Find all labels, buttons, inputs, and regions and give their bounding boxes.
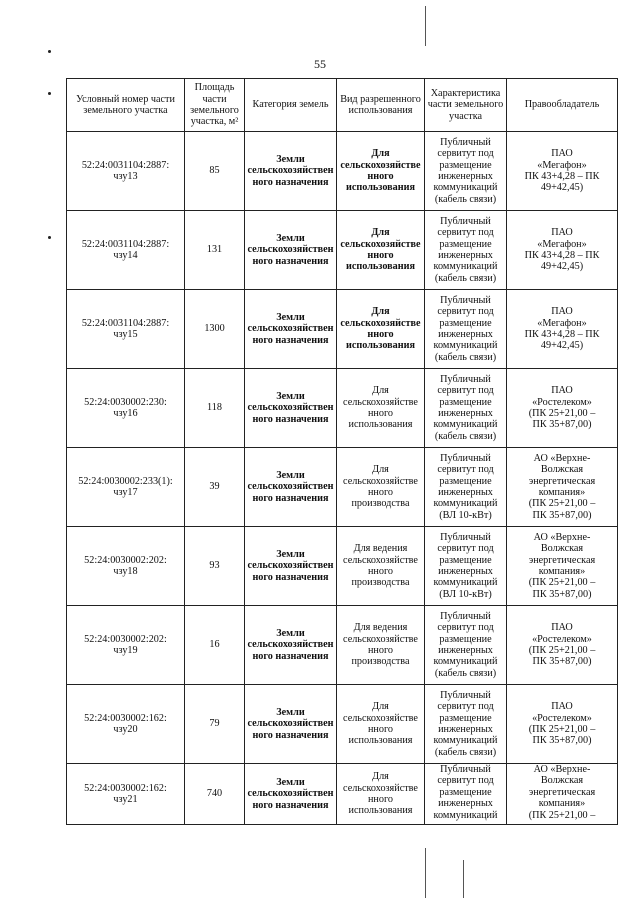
cell-owner: ПАО «Ростелеком» (ПК 25+21,00 – ПК 35+87,00) xyxy=(507,685,618,764)
table-header-row xyxy=(67,79,618,132)
cell-number: 52:24:0030002:230: чзу16 xyxy=(67,369,185,448)
cell-area: 118 xyxy=(185,369,245,448)
cell-characteristic: Публичный сервитут под размещение инженерных коммуникаций (кабель связи) xyxy=(425,685,507,764)
page-number: 55 xyxy=(314,57,326,71)
cell-use: Для сельскохозяйстве нного использования xyxy=(337,211,425,290)
cell-area: 1300 xyxy=(185,290,245,369)
table-row xyxy=(67,527,618,606)
column-header: Условный номер части земельного участка xyxy=(67,79,185,132)
cell-owner: АО «Верхне- Волжская энергетическая компания» (ПК 25+21,00 – ПК 35+87,00) xyxy=(507,527,618,606)
cell-use: Для сельскохозяйстве нного использования xyxy=(337,685,425,764)
scan-mark xyxy=(48,236,51,239)
scan-mark xyxy=(463,860,464,898)
cell-use: Для ведения сельскохозяйстве нного производства xyxy=(337,606,425,685)
column-header: Площадь части земельного участка, м² xyxy=(185,79,245,132)
scan-mark xyxy=(425,848,426,898)
table-row xyxy=(67,211,618,290)
cell-number: 52:24:0031104:2887: чзу13 xyxy=(67,132,185,211)
cell-owner: ПАО «Мегафон» ПК 43+4,28 – ПК 49+42,45) xyxy=(507,290,618,369)
column-header: Вид разрешенного использования xyxy=(337,79,425,132)
cell-characteristic: Публичный сервитут под размещение инженерных коммуникаций (кабель связи) xyxy=(425,369,507,448)
cell-number: 52:24:0031104:2887: чзу14 xyxy=(67,211,185,290)
cell-area: 79 xyxy=(185,685,245,764)
table-row xyxy=(67,132,618,211)
cell-number: 52:24:0030002:202: чзу19 xyxy=(67,606,185,685)
cell-category: Земли сельскохозяйствен ного назначения xyxy=(245,527,337,606)
cell-category: Земли сельскохозяйствен ного назначения xyxy=(245,290,337,369)
cell-use: Для сельскохозяйстве нного использования xyxy=(337,290,425,369)
cell-characteristic: Публичный сервитут под размещение инженерных коммуникаций (ВЛ 10-кВт) xyxy=(425,448,507,527)
cell-category: Земли сельскохозяйствен ного назначения xyxy=(245,211,337,290)
table-row xyxy=(67,290,618,369)
cell-owner: АО «Верхне- Волжская энергетическая компания» (ПК 25+21,00 – ПК 35+87,00) xyxy=(507,448,618,527)
table-row xyxy=(67,369,618,448)
cell-characteristic: Публичный сервитут под размещение инженерных коммуникаций (кабель связи) xyxy=(425,211,507,290)
cell-area: 93 xyxy=(185,527,245,606)
table-row xyxy=(67,606,618,685)
cell-area: 16 xyxy=(185,606,245,685)
cell-category: Земли сельскохозяйствен ного назначения xyxy=(245,764,337,825)
land-plot-table xyxy=(66,78,618,825)
cell-category: Земли сельскохозяйствен ного назначения xyxy=(245,448,337,527)
cell-category: Земли сельскохозяйствен ного назначения xyxy=(245,606,337,685)
cell-use: Для ведения сельскохозяйстве нного производства xyxy=(337,527,425,606)
cell-characteristic: Публичный сервитут под размещение инженерных коммуникаций (ВЛ 10-кВт) xyxy=(425,527,507,606)
cell-use: Для сельскохозяйстве нного производства xyxy=(337,448,425,527)
cell-use: Для сельскохозяйстве нного использования xyxy=(337,369,425,448)
column-header: Характеристика части земельного участка xyxy=(425,79,507,132)
cell-number: 52:24:0030002:162: чзу20 xyxy=(67,685,185,764)
cell-owner: ПАО «Ростелеком» (ПК 25+21,00 – ПК 35+87,00) xyxy=(507,369,618,448)
cell-area: 740 xyxy=(185,764,245,825)
scan-mark xyxy=(48,92,51,95)
table-row xyxy=(67,685,618,764)
cell-number: 52:24:0030002:162: чзу21 xyxy=(67,764,185,825)
cell-owner: ПАО «Ростелеком» (ПК 25+21,00 – ПК 35+87,00) xyxy=(507,606,618,685)
cell-area: 85 xyxy=(185,132,245,211)
cell-owner: АО «Верхне- Волжская энергетическая компания» (ПК 25+21,00 – xyxy=(507,764,618,825)
cell-number: 52:24:0030002:202: чзу18 xyxy=(67,527,185,606)
column-header: Правообладатель xyxy=(507,79,618,132)
cell-category: Земли сельскохозяйствен ного назначения xyxy=(245,369,337,448)
cell-use: Для сельскохозяйстве нного использования xyxy=(337,132,425,211)
table-row xyxy=(67,764,618,825)
cell-characteristic: Публичный сервитут под размещение инженерных коммуникаций (кабель связи) xyxy=(425,132,507,211)
cell-category: Земли сельскохозяйствен ного назначения xyxy=(245,132,337,211)
cell-category: Земли сельскохозяйствен ного назначения xyxy=(245,685,337,764)
cell-characteristic: Публичный сервитут под размещение инженерных коммуникаций (кабель связи) xyxy=(425,606,507,685)
cell-number: 52:24:0031104:2887: чзу15 xyxy=(67,290,185,369)
cell-number: 52:24:0030002:233(1): чзу17 xyxy=(67,448,185,527)
scan-mark xyxy=(425,6,426,46)
cell-owner: ПАО «Мегафон» ПК 43+4,28 – ПК 49+42,45) xyxy=(507,211,618,290)
cell-use: Для сельскохозяйстве нного использования xyxy=(337,764,425,825)
cell-characteristic: Публичный сервитут под размещение инженерных коммуникаций (кабель связи) xyxy=(425,290,507,369)
column-header: Категория земель xyxy=(245,79,337,132)
cell-area: 39 xyxy=(185,448,245,527)
table-row xyxy=(67,448,618,527)
cell-area: 131 xyxy=(185,211,245,290)
cell-owner: ПАО «Мегафон» ПК 43+4,28 – ПК 49+42,45) xyxy=(507,132,618,211)
cell-characteristic: Публичный сервитут под размещение инженерных коммуникаций xyxy=(425,764,507,825)
scan-mark xyxy=(48,50,51,53)
